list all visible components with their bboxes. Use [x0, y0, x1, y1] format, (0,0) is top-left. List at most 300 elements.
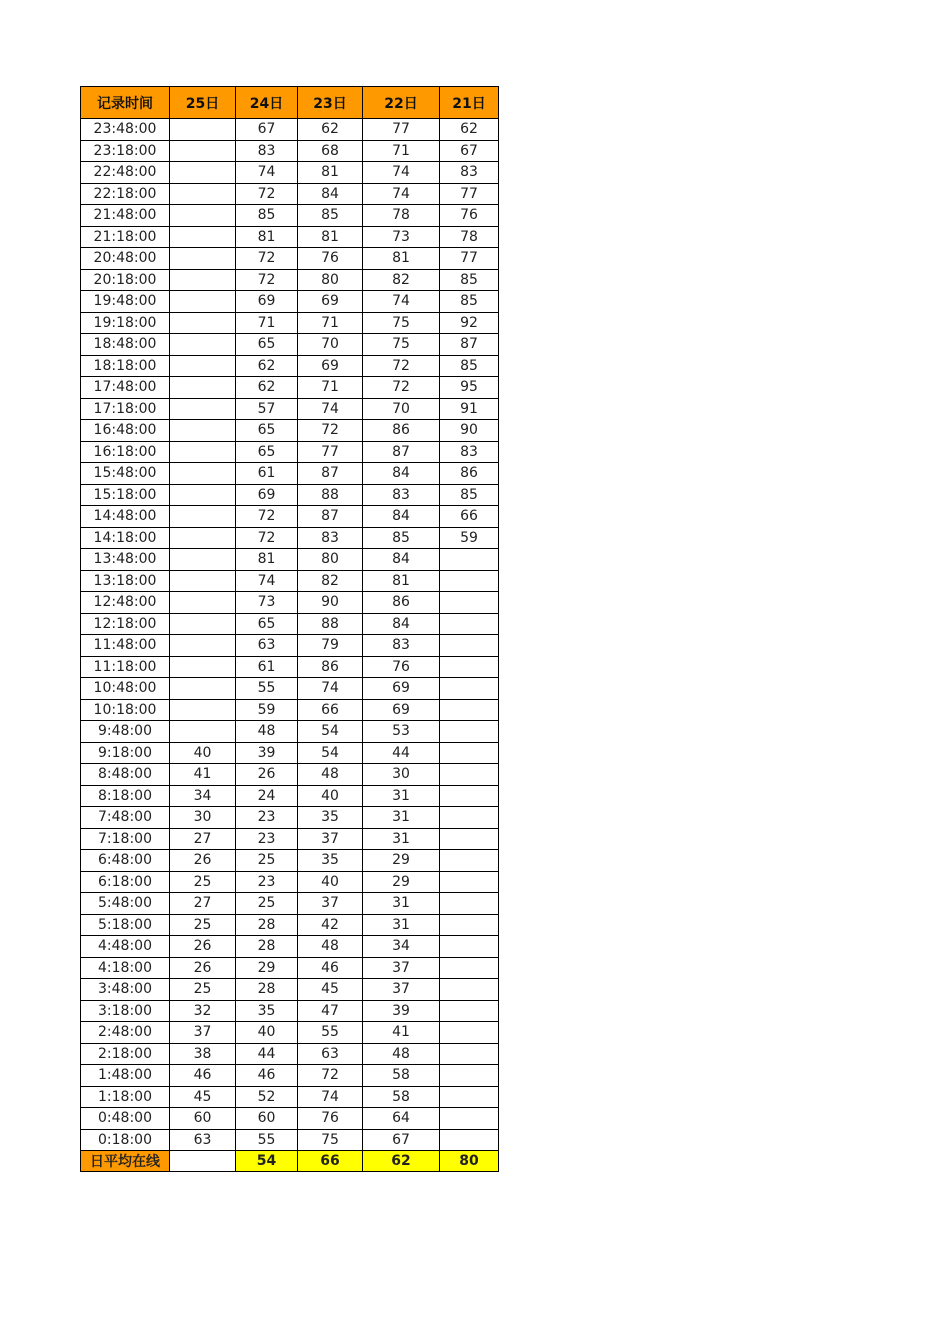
cell-day-23[interactable]: 54 [298, 721, 363, 743]
cell-day-24[interactable]: 29 [236, 957, 298, 979]
cell-time[interactable]: 20:18:00 [81, 269, 170, 291]
cell-day-22[interactable]: 31 [363, 914, 440, 936]
cell-time[interactable]: 7:48:00 [81, 807, 170, 829]
cell-day-21[interactable] [440, 635, 499, 657]
cell-day-23[interactable]: 84 [298, 183, 363, 205]
cell-day-21[interactable] [440, 764, 499, 786]
cell-day-24[interactable]: 57 [236, 398, 298, 420]
cell-day-22[interactable]: 76 [363, 656, 440, 678]
cell-day-24[interactable]: 65 [236, 420, 298, 442]
cell-day-25[interactable]: 26 [170, 936, 236, 958]
cell-day-24[interactable]: 65 [236, 441, 298, 463]
cell-day-21[interactable] [440, 807, 499, 829]
cell-day-24[interactable]: 65 [236, 613, 298, 635]
cell-day-24[interactable]: 72 [236, 248, 298, 270]
cell-time[interactable]: 22:48:00 [81, 162, 170, 184]
cell-day-24[interactable]: 39 [236, 742, 298, 764]
cell-day-22[interactable]: 29 [363, 850, 440, 872]
cell-time[interactable]: 17:18:00 [81, 398, 170, 420]
cell-day-21[interactable]: 85 [440, 484, 499, 506]
cell-day-25[interactable] [170, 678, 236, 700]
cell-day-23[interactable]: 72 [298, 1065, 363, 1087]
cell-day-21[interactable] [440, 1086, 499, 1108]
cell-day-24[interactable]: 72 [236, 506, 298, 528]
cell-day-22[interactable]: 30 [363, 764, 440, 786]
cell-day-21[interactable]: 67 [440, 140, 499, 162]
cell-day-25[interactable] [170, 527, 236, 549]
cell-day-23[interactable]: 80 [298, 269, 363, 291]
cell-day-22[interactable]: 69 [363, 699, 440, 721]
cell-time[interactable]: 2:18:00 [81, 1043, 170, 1065]
cell-day-21[interactable]: 62 [440, 119, 499, 141]
cell-day-24[interactable]: 69 [236, 291, 298, 313]
cell-day-23[interactable]: 47 [298, 1000, 363, 1022]
cell-day-25[interactable]: 34 [170, 785, 236, 807]
cell-day-22[interactable]: 39 [363, 1000, 440, 1022]
cell-day-22[interactable]: 58 [363, 1065, 440, 1087]
cell-day-23[interactable]: 79 [298, 635, 363, 657]
cell-day-23[interactable]: 81 [298, 162, 363, 184]
cell-day-22[interactable]: 84 [363, 613, 440, 635]
cell-day-25[interactable] [170, 570, 236, 592]
cell-day-23[interactable]: 46 [298, 957, 363, 979]
cell-day-22[interactable]: 86 [363, 420, 440, 442]
cell-day-25[interactable]: 27 [170, 828, 236, 850]
cell-time[interactable]: 3:18:00 [81, 1000, 170, 1022]
cell-day-24[interactable]: 26 [236, 764, 298, 786]
cell-day-23[interactable]: 74 [298, 1086, 363, 1108]
cell-time[interactable]: 22:18:00 [81, 183, 170, 205]
cell-day-23[interactable]: 40 [298, 871, 363, 893]
cell-day-23[interactable]: 82 [298, 570, 363, 592]
cell-day-21[interactable] [440, 785, 499, 807]
cell-day-25[interactable] [170, 248, 236, 270]
cell-time[interactable]: 21:48:00 [81, 205, 170, 227]
cell-day-25[interactable] [170, 656, 236, 678]
cell-day-21[interactable]: 92 [440, 312, 499, 334]
cell-day-23[interactable]: 42 [298, 914, 363, 936]
cell-day-25[interactable] [170, 699, 236, 721]
cell-time[interactable]: 13:48:00 [81, 549, 170, 571]
cell-time[interactable]: 14:18:00 [81, 527, 170, 549]
cell-time[interactable]: 12:18:00 [81, 613, 170, 635]
cell-day-25[interactable] [170, 226, 236, 248]
cell-day-21[interactable] [440, 914, 499, 936]
cell-day-21[interactable] [440, 1022, 499, 1044]
cell-day-21[interactable] [440, 893, 499, 915]
cell-day-22[interactable]: 72 [363, 377, 440, 399]
cell-day-24[interactable]: 81 [236, 226, 298, 248]
cell-time[interactable]: 11:48:00 [81, 635, 170, 657]
cell-day-22[interactable]: 81 [363, 248, 440, 270]
cell-day-21[interactable] [440, 721, 499, 743]
cell-day-25[interactable] [170, 355, 236, 377]
cell-day-21[interactable] [440, 742, 499, 764]
cell-day-25[interactable]: 46 [170, 1065, 236, 1087]
cell-day-23[interactable]: 40 [298, 785, 363, 807]
cell-day-24[interactable]: 72 [236, 527, 298, 549]
cell-day-25[interactable] [170, 119, 236, 141]
cell-day-24[interactable]: 28 [236, 936, 298, 958]
cell-day-21[interactable] [440, 549, 499, 571]
cell-day-25[interactable] [170, 162, 236, 184]
cell-day-24[interactable]: 73 [236, 592, 298, 614]
cell-time[interactable]: 5:18:00 [81, 914, 170, 936]
cell-day-21[interactable] [440, 592, 499, 614]
cell-day-22[interactable]: 78 [363, 205, 440, 227]
cell-day-24[interactable]: 74 [236, 162, 298, 184]
cell-time[interactable]: 19:48:00 [81, 291, 170, 313]
header-day-25[interactable]: 25日 [170, 87, 236, 119]
cell-time[interactable]: 23:48:00 [81, 119, 170, 141]
cell-day-23[interactable]: 70 [298, 334, 363, 356]
cell-day-25[interactable] [170, 441, 236, 463]
cell-day-22[interactable]: 72 [363, 355, 440, 377]
cell-day-24[interactable]: 40 [236, 1022, 298, 1044]
cell-day-25[interactable] [170, 398, 236, 420]
cell-day-21[interactable]: 76 [440, 205, 499, 227]
cell-day-23[interactable]: 63 [298, 1043, 363, 1065]
cell-day-23[interactable]: 48 [298, 764, 363, 786]
cell-day-21[interactable]: 85 [440, 269, 499, 291]
cell-day-24[interactable]: 63 [236, 635, 298, 657]
cell-day-24[interactable]: 48 [236, 721, 298, 743]
cell-time[interactable]: 5:48:00 [81, 893, 170, 915]
cell-day-24[interactable]: 65 [236, 334, 298, 356]
cell-day-24[interactable]: 44 [236, 1043, 298, 1065]
cell-day-25[interactable]: 32 [170, 1000, 236, 1022]
cell-day-22[interactable]: 84 [363, 463, 440, 485]
cell-day-22[interactable]: 37 [363, 957, 440, 979]
header-record-time[interactable]: 记录时间 [81, 87, 170, 119]
cell-day-25[interactable] [170, 506, 236, 528]
cell-day-24[interactable]: 71 [236, 312, 298, 334]
cell-day-21[interactable]: 90 [440, 420, 499, 442]
cell-day-24[interactable]: 72 [236, 269, 298, 291]
cell-day-25[interactable] [170, 269, 236, 291]
cell-day-23[interactable]: 54 [298, 742, 363, 764]
cell-day-21[interactable]: 83 [440, 441, 499, 463]
cell-day-21[interactable] [440, 1000, 499, 1022]
cell-time[interactable]: 20:48:00 [81, 248, 170, 270]
cell-day-21[interactable]: 77 [440, 183, 499, 205]
cell-day-21[interactable] [440, 570, 499, 592]
daily-average-label[interactable]: 日平均在线 [81, 1151, 170, 1172]
cell-day-23[interactable]: 71 [298, 312, 363, 334]
cell-day-25[interactable]: 63 [170, 1129, 236, 1151]
cell-time[interactable]: 14:48:00 [81, 506, 170, 528]
cell-day-24[interactable]: 23 [236, 871, 298, 893]
cell-day-23[interactable]: 83 [298, 527, 363, 549]
cell-day-24[interactable]: 72 [236, 183, 298, 205]
cell-day-22[interactable]: 34 [363, 936, 440, 958]
cell-day-24[interactable]: 25 [236, 850, 298, 872]
cell-day-25[interactable] [170, 291, 236, 313]
cell-day-24[interactable]: 61 [236, 656, 298, 678]
cell-day-25[interactable] [170, 183, 236, 205]
cell-day-25[interactable] [170, 420, 236, 442]
cell-day-24[interactable]: 74 [236, 570, 298, 592]
cell-day-23[interactable]: 87 [298, 463, 363, 485]
cell-day-24[interactable]: 52 [236, 1086, 298, 1108]
cell-day-21[interactable] [440, 871, 499, 893]
cell-day-23[interactable]: 74 [298, 398, 363, 420]
cell-time[interactable]: 9:48:00 [81, 721, 170, 743]
cell-day-23[interactable]: 81 [298, 226, 363, 248]
cell-day-23[interactable]: 75 [298, 1129, 363, 1151]
cell-day-23[interactable]: 68 [298, 140, 363, 162]
cell-time[interactable]: 8:48:00 [81, 764, 170, 786]
cell-day-25[interactable] [170, 549, 236, 571]
cell-day-23[interactable]: 90 [298, 592, 363, 614]
cell-day-22[interactable]: 70 [363, 398, 440, 420]
cell-day-25[interactable] [170, 721, 236, 743]
cell-day-24[interactable]: 23 [236, 807, 298, 829]
cell-day-21[interactable]: 66 [440, 506, 499, 528]
cell-day-22[interactable]: 53 [363, 721, 440, 743]
cell-day-22[interactable]: 74 [363, 162, 440, 184]
cell-time[interactable]: 7:18:00 [81, 828, 170, 850]
cell-day-23[interactable]: 88 [298, 484, 363, 506]
cell-day-21[interactable]: 95 [440, 377, 499, 399]
daily-average-day-23[interactable]: 66 [298, 1151, 363, 1172]
cell-day-23[interactable]: 69 [298, 355, 363, 377]
cell-day-22[interactable]: 69 [363, 678, 440, 700]
cell-day-23[interactable]: 85 [298, 205, 363, 227]
cell-day-25[interactable]: 25 [170, 914, 236, 936]
cell-day-22[interactable]: 44 [363, 742, 440, 764]
cell-day-22[interactable]: 48 [363, 1043, 440, 1065]
cell-day-25[interactable]: 41 [170, 764, 236, 786]
cell-day-21[interactable]: 85 [440, 291, 499, 313]
cell-day-21[interactable]: 91 [440, 398, 499, 420]
cell-day-22[interactable]: 31 [363, 785, 440, 807]
cell-time[interactable]: 19:18:00 [81, 312, 170, 334]
cell-day-22[interactable]: 31 [363, 807, 440, 829]
cell-day-23[interactable]: 37 [298, 893, 363, 915]
cell-day-22[interactable]: 75 [363, 334, 440, 356]
cell-day-24[interactable]: 81 [236, 549, 298, 571]
cell-day-25[interactable] [170, 140, 236, 162]
cell-day-22[interactable]: 64 [363, 1108, 440, 1130]
cell-day-21[interactable] [440, 1065, 499, 1087]
cell-day-23[interactable]: 72 [298, 420, 363, 442]
cell-day-22[interactable]: 83 [363, 635, 440, 657]
cell-day-25[interactable] [170, 592, 236, 614]
cell-day-25[interactable] [170, 205, 236, 227]
cell-day-22[interactable]: 82 [363, 269, 440, 291]
daily-average-day-21[interactable]: 80 [440, 1151, 499, 1172]
cell-day-25[interactable]: 45 [170, 1086, 236, 1108]
cell-day-22[interactable]: 58 [363, 1086, 440, 1108]
cell-time[interactable]: 9:18:00 [81, 742, 170, 764]
cell-day-22[interactable]: 83 [363, 484, 440, 506]
cell-day-23[interactable]: 88 [298, 613, 363, 635]
cell-day-21[interactable]: 87 [440, 334, 499, 356]
cell-day-21[interactable] [440, 850, 499, 872]
cell-time[interactable]: 8:18:00 [81, 785, 170, 807]
cell-day-24[interactable]: 25 [236, 893, 298, 915]
cell-day-22[interactable]: 85 [363, 527, 440, 549]
cell-day-22[interactable]: 71 [363, 140, 440, 162]
cell-day-25[interactable] [170, 334, 236, 356]
cell-day-24[interactable]: 59 [236, 699, 298, 721]
cell-day-24[interactable]: 60 [236, 1108, 298, 1130]
cell-day-22[interactable]: 75 [363, 312, 440, 334]
cell-day-25[interactable] [170, 613, 236, 635]
cell-day-23[interactable]: 66 [298, 699, 363, 721]
cell-day-25[interactable]: 40 [170, 742, 236, 764]
cell-day-23[interactable]: 48 [298, 936, 363, 958]
cell-time[interactable]: 23:18:00 [81, 140, 170, 162]
cell-day-21[interactable]: 77 [440, 248, 499, 270]
header-day-23[interactable]: 23日 [298, 87, 363, 119]
daily-average-day-22[interactable]: 62 [363, 1151, 440, 1172]
cell-time[interactable]: 13:18:00 [81, 570, 170, 592]
cell-day-22[interactable]: 86 [363, 592, 440, 614]
cell-time[interactable]: 10:18:00 [81, 699, 170, 721]
cell-day-22[interactable]: 74 [363, 291, 440, 313]
cell-day-24[interactable]: 28 [236, 914, 298, 936]
cell-time[interactable]: 6:18:00 [81, 871, 170, 893]
cell-day-21[interactable] [440, 678, 499, 700]
cell-day-21[interactable] [440, 1108, 499, 1130]
cell-day-22[interactable]: 29 [363, 871, 440, 893]
cell-day-25[interactable] [170, 312, 236, 334]
cell-day-23[interactable]: 80 [298, 549, 363, 571]
cell-day-25[interactable]: 60 [170, 1108, 236, 1130]
cell-day-23[interactable]: 71 [298, 377, 363, 399]
cell-time[interactable]: 15:18:00 [81, 484, 170, 506]
cell-day-25[interactable]: 25 [170, 979, 236, 1001]
cell-day-22[interactable]: 67 [363, 1129, 440, 1151]
header-day-22[interactable]: 22日 [363, 87, 440, 119]
cell-time[interactable]: 3:48:00 [81, 979, 170, 1001]
cell-time[interactable]: 0:18:00 [81, 1129, 170, 1151]
cell-day-24[interactable]: 55 [236, 1129, 298, 1151]
header-day-21[interactable]: 21日 [440, 87, 499, 119]
cell-time[interactable]: 0:48:00 [81, 1108, 170, 1130]
cell-day-23[interactable]: 35 [298, 807, 363, 829]
cell-day-23[interactable]: 62 [298, 119, 363, 141]
cell-day-21[interactable]: 78 [440, 226, 499, 248]
cell-time[interactable]: 15:48:00 [81, 463, 170, 485]
cell-day-24[interactable]: 28 [236, 979, 298, 1001]
cell-day-23[interactable]: 86 [298, 656, 363, 678]
cell-day-21[interactable]: 83 [440, 162, 499, 184]
cell-day-23[interactable]: 37 [298, 828, 363, 850]
cell-time[interactable]: 17:48:00 [81, 377, 170, 399]
cell-time[interactable]: 16:48:00 [81, 420, 170, 442]
cell-day-25[interactable] [170, 484, 236, 506]
cell-day-23[interactable]: 76 [298, 1108, 363, 1130]
cell-day-22[interactable]: 81 [363, 570, 440, 592]
cell-day-25[interactable]: 26 [170, 957, 236, 979]
cell-day-25[interactable]: 30 [170, 807, 236, 829]
cell-day-24[interactable]: 35 [236, 1000, 298, 1022]
cell-day-23[interactable]: 45 [298, 979, 363, 1001]
cell-day-22[interactable]: 73 [363, 226, 440, 248]
cell-day-22[interactable]: 84 [363, 549, 440, 571]
cell-time[interactable]: 10:48:00 [81, 678, 170, 700]
cell-day-23[interactable]: 55 [298, 1022, 363, 1044]
cell-day-21[interactable] [440, 828, 499, 850]
cell-time[interactable]: 11:18:00 [81, 656, 170, 678]
cell-day-24[interactable]: 23 [236, 828, 298, 850]
cell-day-25[interactable]: 27 [170, 893, 236, 915]
cell-time[interactable]: 4:48:00 [81, 936, 170, 958]
cell-day-21[interactable] [440, 979, 499, 1001]
cell-time[interactable]: 1:18:00 [81, 1086, 170, 1108]
cell-time[interactable]: 2:48:00 [81, 1022, 170, 1044]
cell-day-25[interactable] [170, 635, 236, 657]
cell-day-24[interactable]: 55 [236, 678, 298, 700]
cell-time[interactable]: 12:48:00 [81, 592, 170, 614]
cell-day-22[interactable]: 84 [363, 506, 440, 528]
cell-day-22[interactable]: 87 [363, 441, 440, 463]
cell-day-25[interactable]: 38 [170, 1043, 236, 1065]
cell-day-23[interactable]: 74 [298, 678, 363, 700]
cell-day-23[interactable]: 35 [298, 850, 363, 872]
cell-day-21[interactable] [440, 1043, 499, 1065]
cell-time[interactable]: 1:48:00 [81, 1065, 170, 1087]
cell-day-21[interactable]: 59 [440, 527, 499, 549]
cell-day-21[interactable] [440, 699, 499, 721]
cell-time[interactable]: 16:18:00 [81, 441, 170, 463]
cell-day-21[interactable] [440, 957, 499, 979]
cell-day-22[interactable]: 74 [363, 183, 440, 205]
cell-day-23[interactable]: 77 [298, 441, 363, 463]
daily-average-day-24[interactable]: 54 [236, 1151, 298, 1172]
cell-day-24[interactable]: 67 [236, 119, 298, 141]
cell-day-21[interactable] [440, 656, 499, 678]
cell-day-25[interactable] [170, 463, 236, 485]
cell-day-24[interactable]: 24 [236, 785, 298, 807]
cell-day-22[interactable]: 77 [363, 119, 440, 141]
cell-day-25[interactable]: 26 [170, 850, 236, 872]
cell-day-24[interactable]: 85 [236, 205, 298, 227]
cell-day-24[interactable]: 46 [236, 1065, 298, 1087]
daily-average-day-25[interactable] [170, 1151, 236, 1172]
cell-time[interactable]: 18:18:00 [81, 355, 170, 377]
cell-time[interactable]: 6:48:00 [81, 850, 170, 872]
cell-time[interactable]: 18:48:00 [81, 334, 170, 356]
cell-day-25[interactable] [170, 377, 236, 399]
cell-day-21[interactable]: 86 [440, 463, 499, 485]
cell-day-24[interactable]: 62 [236, 377, 298, 399]
cell-day-23[interactable]: 87 [298, 506, 363, 528]
cell-day-24[interactable]: 69 [236, 484, 298, 506]
cell-day-25[interactable]: 37 [170, 1022, 236, 1044]
cell-day-23[interactable]: 69 [298, 291, 363, 313]
cell-time[interactable]: 4:18:00 [81, 957, 170, 979]
cell-day-23[interactable]: 76 [298, 248, 363, 270]
cell-day-21[interactable] [440, 936, 499, 958]
cell-day-21[interactable] [440, 1129, 499, 1151]
cell-day-21[interactable]: 85 [440, 355, 499, 377]
cell-day-22[interactable]: 41 [363, 1022, 440, 1044]
header-day-24[interactable]: 24日 [236, 87, 298, 119]
cell-time[interactable]: 21:18:00 [81, 226, 170, 248]
cell-day-24[interactable]: 61 [236, 463, 298, 485]
cell-day-22[interactable]: 31 [363, 828, 440, 850]
cell-day-22[interactable]: 37 [363, 979, 440, 1001]
cell-day-24[interactable]: 83 [236, 140, 298, 162]
cell-day-24[interactable]: 62 [236, 355, 298, 377]
cell-day-25[interactable]: 25 [170, 871, 236, 893]
cell-day-21[interactable] [440, 613, 499, 635]
cell-day-22[interactable]: 31 [363, 893, 440, 915]
